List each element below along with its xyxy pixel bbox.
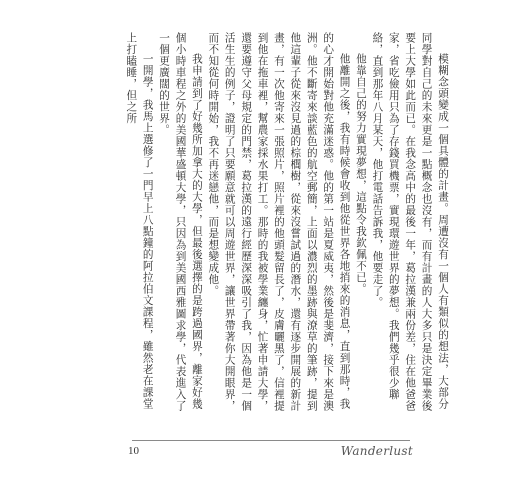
paragraph-1: 模糊念頭變成一個具體的計畫。周遭沒有一個人有類似的想法，大部分同學對自己的未來更是一點概念也沒有，而有計畫的人大多只是決定畢業後要上大學如此而已。在我念高中的最後一年，葛拉漢兼兩份差，住在他爸爸家，省吃儉用只為了存錢買機票，實現環遊世界的夢想。我們幾乎很少聯絡，直到那年八月某天，他打電話告訴我，他要走了。	[371, 32, 449, 412]
running-footer-signature: Wanderlust	[340, 444, 413, 458]
paragraph-2: 他靠自己的努力實現夢想，這點令我欽佩不已。	[354, 53, 367, 295]
paragraph-4: 我申請到了好幾所加拿大的大學，但最後選擇的是跨過國界，離家好幾個小時車程之外的美國華盛頓大學，只因為到美國西雅圖求學，代表進入了一個更廣闊的世界。	[158, 32, 203, 412]
page-number: 10	[128, 445, 139, 457]
footer-divider	[132, 440, 410, 441]
book-body-text	[123, 32, 451, 417]
paragraph-3: 他離開之後，我有時候會收到他從世界各地捎來的消息，直到那時，我的心才開始對他充滿迷惑。他的第一站是夏威夷，然後是斐濟，接下來是澳洲。他不斷寄來談藍色的航空郵簡，上面以濃烈的墨跡與潦草的筆跡，提到他這輩子從來沒見過的棕櫚樹，從來沒嘗試過的潛水，還有逐步開展的新計畫，有一次他寄來一張照片，照片裡的他頭髮留長了，皮膚曬黑了，信裡提到他在拖車裡，幫農家採水果打工。那時的我被學業纏身，忙著申請大學，還要遵守父母規定的門禁，葛拉漢的遠行經歷深深吸引了我，因為他是一個活生生的例子，證明了只要願意就可以周遊世界，讓世界帶著你大開眼界，而不知從何時開始，我不再迷戀他，而是想變成他。	[207, 32, 351, 412]
paragraph-5: 一開學，我馬上選修了一門早上八點鐘的阿拉伯文課程，雖然老在課堂上打瞌睡，但之所	[125, 32, 154, 410]
